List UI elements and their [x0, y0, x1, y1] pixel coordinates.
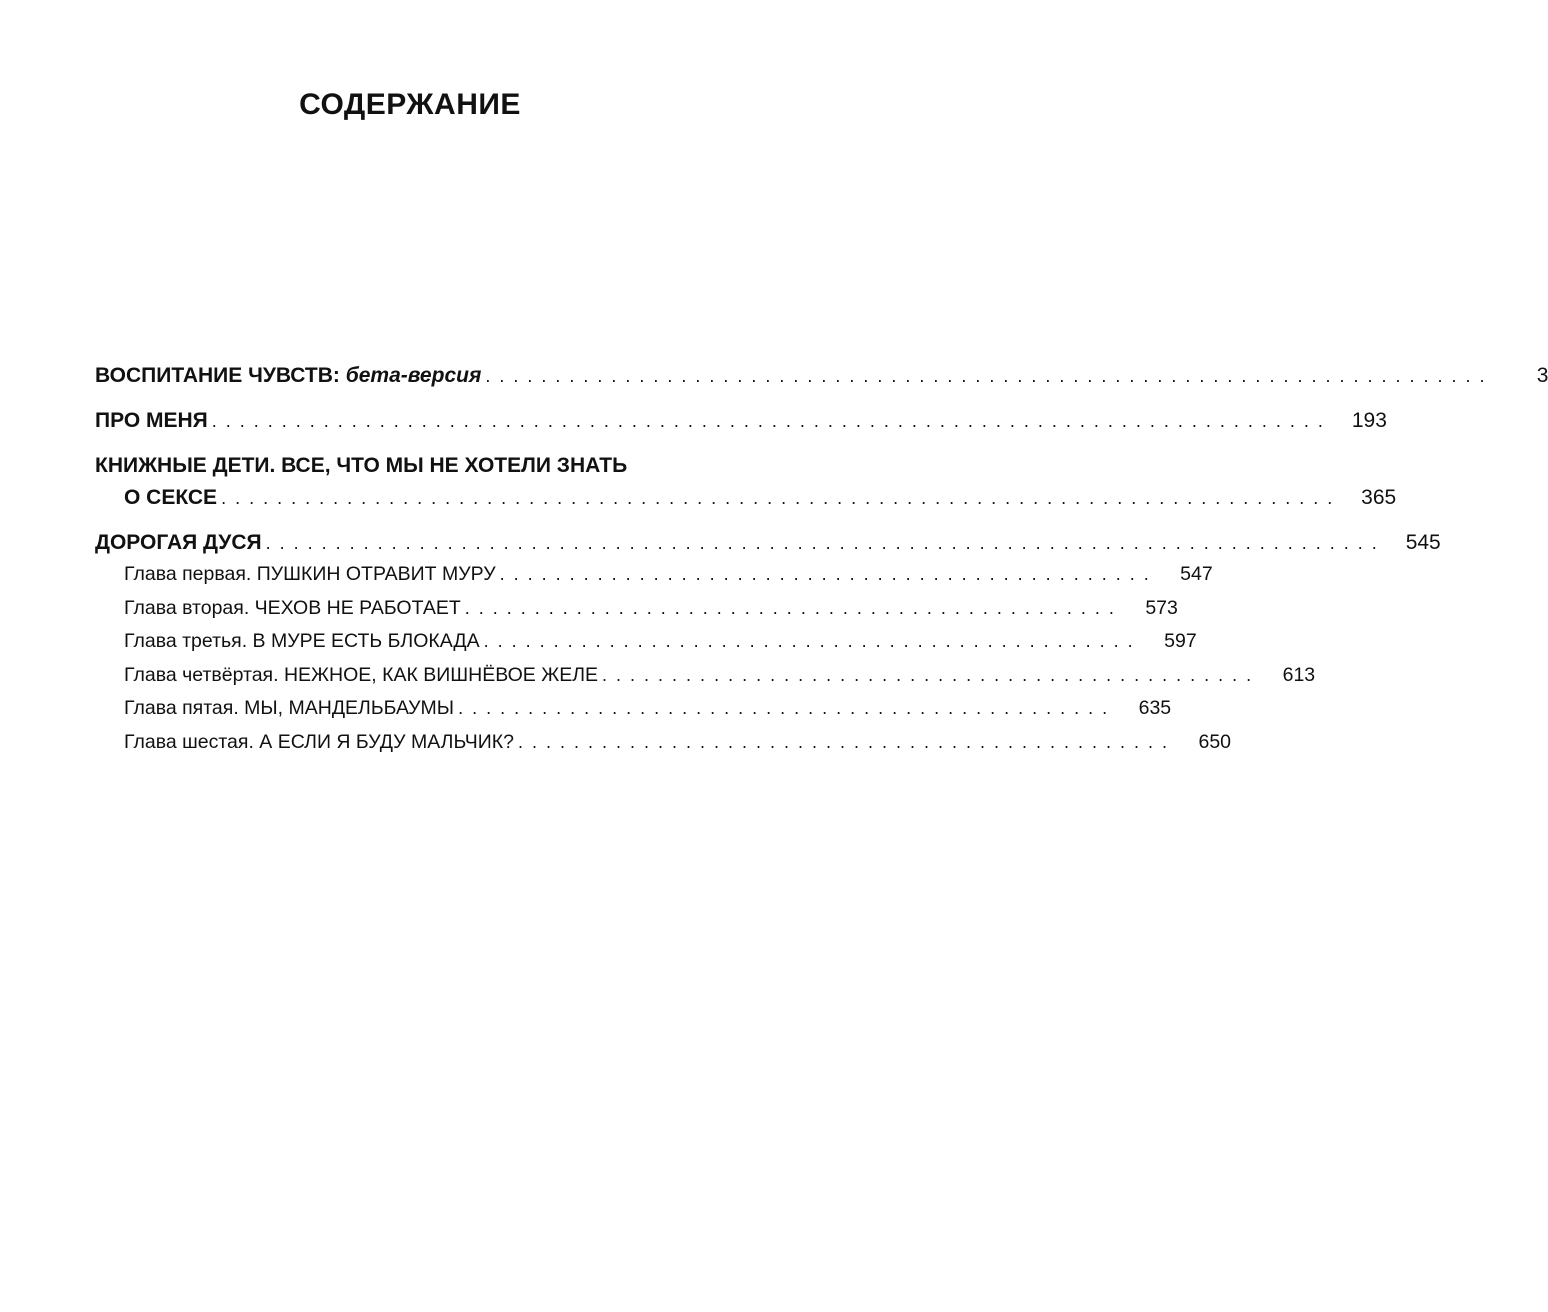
table-of-contents — [95, 364, 1548, 765]
toc-entry-label-line1[interactable]: КНИЖНЫЕ ДЕТИ. ВСЕ, ЧТО МЫ НЕ ХОТЕЛИ ЗНАТЬ — [95, 454, 628, 477]
dot-leader: . . . . . . . . . . . . . . . . . . . . . . . . . . . . . . . . . . . . . . . . . . . . . . . — [464, 597, 1116, 618]
page-number: 650 — [1198, 730, 1232, 753]
dot-leader: . . . . . . . . . . . . . . . . . . . . . . . . . . . . . . . . . . . . . . . . . . . . . . . . . . . . . . . . . . . . . . . . . . . . . . . . . . . . . . . . — [211, 411, 1325, 431]
toc-chapter-entry[interactable] — [95, 697, 1172, 731]
toc-chapter-entry[interactable] — [95, 630, 1197, 664]
toc-chapter-label: Глава первая. ПУШКИН ОТРАВИТ МУРУ — [124, 563, 496, 585]
page-number: 3 — [1536, 364, 1548, 387]
toc-chapter-label: Глава третья. В МУРЕ ЕСТЬ БЛОКАДА — [124, 630, 480, 653]
toc-chapter-label: Глава вторая. ЧЕХОВ НЕ РАБОТАЕТ — [124, 596, 461, 619]
page-number: 597 — [1164, 630, 1197, 653]
toc-entry[interactable] — [95, 486, 1397, 518]
toc-entry-label: О СЕКСЕ — [124, 486, 218, 509]
dot-leader: . . . . . . . . . . . . . . . . . . . . . . . . . . . . . . . . . . . . . . . . . . . . . . . . . . . . . . . . . . . . . . . . . . . . . . . . . . . . . . . . — [265, 533, 1379, 553]
toc-entry-label: ПРО МЕНЯ — [95, 409, 208, 432]
toc-chapter-entry[interactable] — [95, 563, 1213, 597]
toc-entry[interactable] — [95, 409, 1387, 441]
page-number: 573 — [1145, 596, 1178, 619]
dot-leader: . . . . . . . . . . . . . . . . . . . . . . . . . . . . . . . . . . . . . . . . . . . . . . . . . . . . . . . . . . . . . . . . . . . . . . . . — [485, 366, 1487, 386]
toc-entry[interactable] — [95, 531, 1441, 563]
page-number: 613 — [1282, 663, 1316, 686]
toc-chapter-entry[interactable] — [95, 596, 1178, 631]
toc-entry-label: ДОРОГАЯ ДУСЯ — [95, 531, 262, 554]
toc-entry[interactable] — [95, 364, 1548, 396]
dot-leader: . . . . . . . . . . . . . . . . . . . . . . . . . . . . . . . . . . . . . . . . . . . . . . . — [499, 564, 1151, 584]
page-number: 635 — [1138, 697, 1172, 720]
toc-entry-label: ВОСПИТАНИЕ ЧУВСТВ: бета-версия — [95, 364, 482, 387]
page-number: 193 — [1351, 409, 1387, 432]
toc-chapter-entry[interactable] — [95, 730, 1232, 765]
dot-leader: . . . . . . . . . . . . . . . . . . . . . . . . . . . . . . . . . . . . . . . . . . . . . . . . . . . . . . . . . . . . . . . . . . . . . . . . . . . . . . . . — [221, 488, 1335, 508]
toc-chapter-label: Глава четвёртая. НЕЖНОЕ, КАК ВИШНЁВОЕ ЖЕЛЕ — [124, 663, 599, 686]
dot-leader: . . . . . . . . . . . . . . . . . . . . . . . . . . . . . . . . . . . . . . . . . . . . . . . — [483, 631, 1135, 652]
dot-leader: . . . . . . . . . . . . . . . . . . . . . . . . . . . . . . . . . . . . . . . . . . . . . . . — [458, 698, 1110, 719]
toc-chapter-label: Глава шестая. А ЕСЛИ Я БУДУ МАЛЬЧИК? — [124, 730, 514, 753]
dot-leader: . . . . . . . . . . . . . . . . . . . . . . . . . . . . . . . . . . . . . . . . . . . . . . . — [602, 664, 1254, 685]
dot-leader: . . . . . . . . . . . . . . . . . . . . . . . . . . . . . . . . . . . . . . . . . . . . . . . — [517, 731, 1170, 752]
page-title: СОДЕРЖАНИЕ — [299, 88, 521, 121]
toc-chapter-entry[interactable] — [95, 663, 1316, 698]
page-number: 547 — [1180, 563, 1213, 585]
page-number: 365 — [1361, 486, 1397, 509]
page-number: 545 — [1405, 531, 1441, 554]
toc-chapter-label: Глава пятая. МЫ, МАНДЕЛЬБАУМЫ — [124, 697, 455, 720]
